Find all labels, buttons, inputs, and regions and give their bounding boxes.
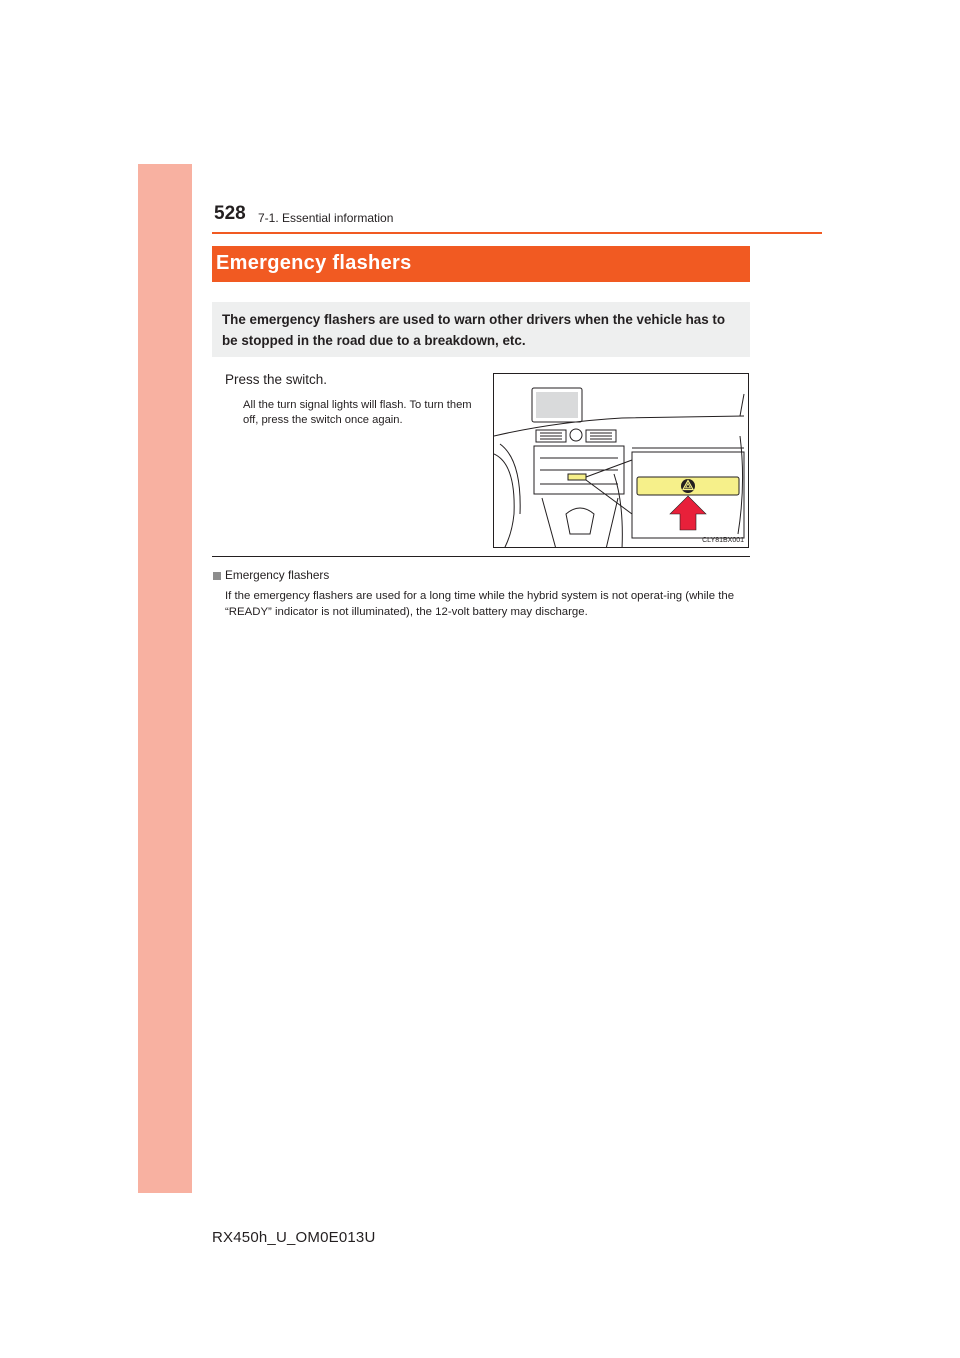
header-rule (212, 232, 822, 234)
intro-text: The emergency flashers are used to warn other drivers when the vehicle has to be stopped in the road due to a breakdown, etc. (222, 312, 726, 348)
chapter-side-tab (138, 164, 192, 1193)
page-title: Emergency flashers (216, 252, 412, 274)
instruction-step: Press the switch. (225, 372, 328, 387)
bullet-body: If the emergency flashers are used for a long time while the hybrid system is not operat-ing (while the “READY” indicator is not illuminated), the 12-volt battery may discharge. (225, 590, 735, 618)
intro-box (212, 302, 750, 357)
bullet-square-icon (213, 572, 221, 580)
bullet-title: Emergency flashers (225, 568, 330, 582)
figure-code: CLY81BX001 (702, 537, 744, 544)
hazard-warning-icon (681, 479, 695, 493)
section-label: 7-1. Essential information (258, 211, 394, 225)
title-bar (212, 246, 750, 282)
section-divider (212, 556, 750, 557)
document-code: RX450h_U_OM0E013U (212, 1229, 376, 1246)
dashboard-drawing (494, 374, 749, 548)
page-number: 528 (214, 203, 246, 224)
instruction-note: All the turn signal lights will flash. To turn them off, press the switch once again. (243, 399, 472, 426)
dashboard-illustration (493, 373, 749, 548)
